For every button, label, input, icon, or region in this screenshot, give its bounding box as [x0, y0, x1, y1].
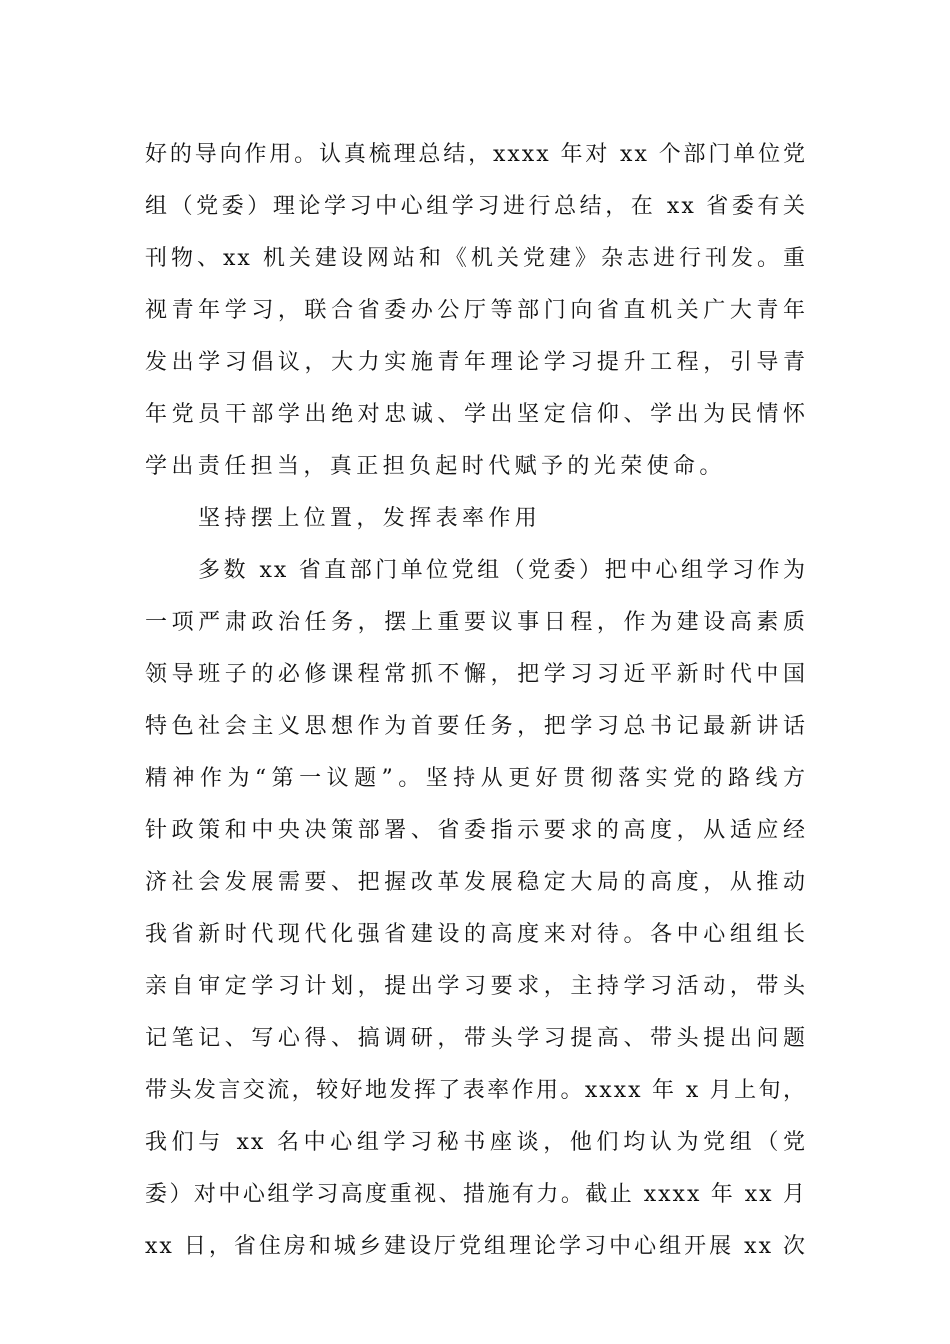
document-body [145, 129, 807, 1273]
text-line: 亲自审定学习计划，提出学习要求，主持学习活动，带头 [145, 974, 807, 999]
heading-text: 坚持摆上位置，发挥表率作用 [198, 506, 542, 531]
text-line: 我们与 xx 名中心组学习秘书座谈，他们均认为党组（党 [145, 1130, 807, 1155]
text-line: 组（党委）理论学习中心组学习进行总结，在 xx 省委有关 [145, 194, 807, 219]
text-line: 年党员干部学出绝对忠诚、学出坚定信仰、学出为民情怀 [145, 402, 807, 427]
text-line: 一项严肃政治任务，摆上重要议事日程，作为建设高素质 [145, 610, 807, 635]
text-line: 视青年学习，联合省委办公厅等部门向省直机关广大青年 [145, 298, 807, 323]
paragraph-youth-study [145, 129, 807, 493]
paragraph-leadership-role [145, 545, 807, 1273]
text-line: 发出学习倡议，大力实施青年理论学习提升工程，引导青 [145, 350, 807, 375]
section-heading [145, 493, 807, 545]
text-line: 精神作为“第一议题”。坚持从更好贯彻落实党的路线方 [145, 766, 807, 791]
text-line: 记笔记、写心得、搞调研，带头学习提高、带头提出问题 [145, 1026, 807, 1051]
text-line: 刊物、xx 机关建设网站和《机关党建》杂志进行刊发。重 [145, 246, 807, 271]
text-line: 特色社会主义思想作为首要任务，把学习总书记最新讲话 [145, 714, 807, 739]
text-line: xx 日，省住房和城乡建设厅党组理论学习中心组开展 xx 次 [145, 1234, 807, 1259]
text-line: 针政策和中央决策部署、省委指示要求的高度，从适应经 [145, 818, 807, 843]
text-line: 委）对中心组学习高度重视、措施有力。截止 xxxx 年 xx 月 [145, 1182, 807, 1207]
text-line: 带头发言交流，较好地发挥了表率作用。xxxx 年 x 月上旬， [145, 1078, 807, 1103]
text-line: 好的导向作用。认真梳理总结，xxxx 年对 xx 个部门单位党 [145, 142, 807, 167]
text-line: 济社会发展需要、把握改革发展稳定大局的高度，从推动 [145, 870, 807, 895]
text-line: 领导班子的必修课程常抓不懈，把学习习近平新时代中国 [145, 662, 807, 687]
text-line: 多数 xx 省直部门单位党组（党委）把中心组学习作为 [198, 558, 807, 583]
text-line: 学出责任担当，真正担负起时代赋予的光荣使命。 [145, 454, 726, 479]
text-line: 我省新时代现代化强省建设的高度来对待。各中心组组长 [145, 922, 807, 947]
